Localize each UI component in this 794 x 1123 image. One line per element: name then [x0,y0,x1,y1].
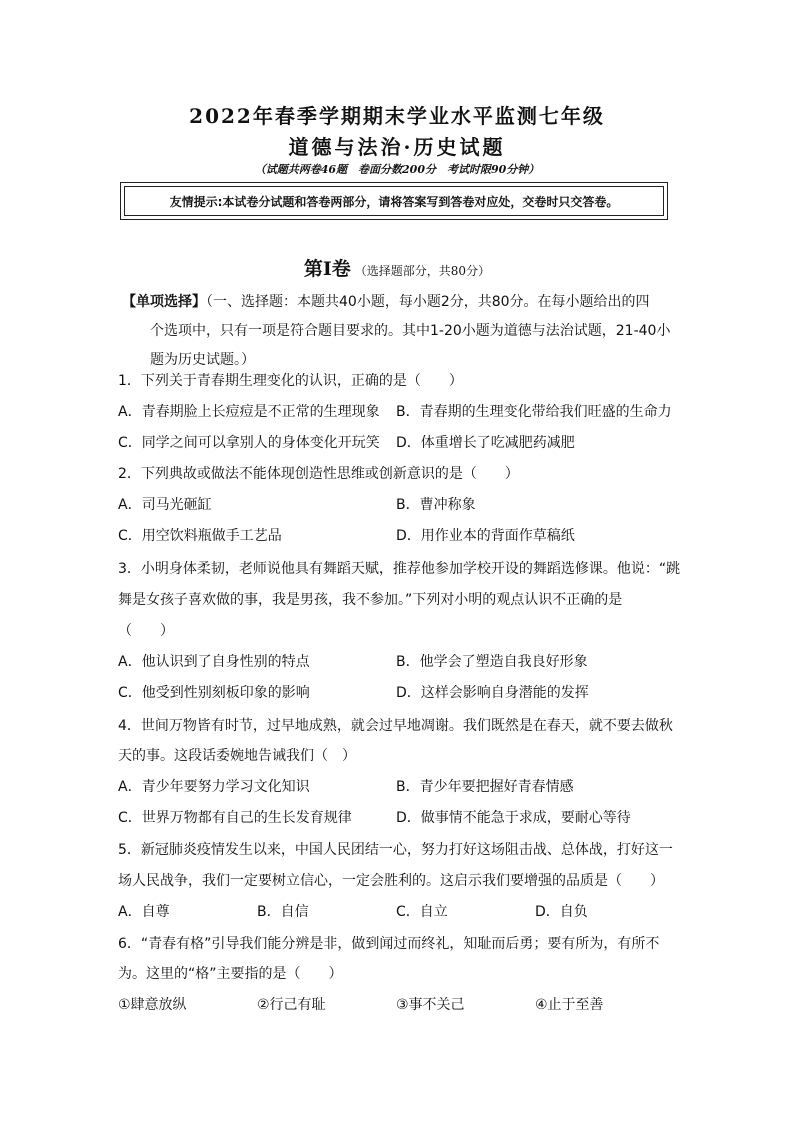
question-3-option-c: C．他受到性别刻板印象的影响 [118,685,310,701]
instruction-tag: 【单项选择】 [122,294,206,310]
question-1-stem: 1．下列关于青春期生理变化的认识，正确的是（ ） [118,373,463,389]
question-3-option-a: A．他认识到了自身性别的特点 [118,654,310,670]
question-4-option-b: B．青少年要把握好青春情感 [396,779,574,795]
question-2-option-b: B．曹冲称象 [396,497,476,513]
question-6-choice-3: ③事不关己 [396,997,465,1013]
question-5-option-c: C．自立 [396,904,448,920]
question-4-option-d: D．做事情不能急于求成，要耐心等待 [396,810,631,826]
question-6-stem-line-2: 为。这里的“格”主要指的是（ ） [118,966,343,982]
question-3-option-d: D．这样会影响自身潜能的发挥 [396,685,589,701]
question-1-option-d: D．体重增长了吃减肥药减肥 [396,435,575,451]
question-5-option-a: A．自尊 [118,904,170,920]
question-3-stem-line-2: 舞是女孩子喜欢做的事，我是男孩，我不参加。”下列对小明的观点认识不正确的是 [118,592,623,608]
question-3-stem-line-1: 3．小明身体柔韧，老师说他具有舞蹈天赋，推荐他参加学校开设的舞蹈选修课。他说：“跳 [118,561,681,577]
tip-text: 友情提示:本试卷分试题和答卷两部分，请将答案写到答卷对应处，交卷时只交答卷。 [124,186,664,216]
question-6-choice-1: ①肆意放纵 [118,997,187,1013]
question-1-option-b: B．青春期的生理变化带给我们旺盛的生命力 [396,404,672,420]
question-4-stem-line-2: 天的事。这段话委婉地告诫我们（ ） [118,748,356,764]
question-4-option-a: A．青少年要努力学习文化知识 [118,779,310,795]
question-5-option-d: D．自负 [535,904,588,920]
question-5-stem-line-2: 场人民战争，我们一定要树立信心，一定会胜利的。这启示我们要增强的品质是（ ） [118,873,664,889]
question-6-stem-line-1: 6．“青春有格”引导我们能分辨是非，做到闻过而终礼，知耻而后勇；要有所为，有所不 [118,936,660,952]
question-2-stem: 2．下列典故或做法不能体现创造性思维或创新意识的是（ ） [118,466,519,482]
exam-note: （试题共两卷46题 卷面分数200分 考试时限90分钟） [254,163,540,176]
exam-title: 2022年春季学期期末学业水平监测七年级 [189,104,605,128]
instruction-line-2: 个选项中，只有一项是符合题目要求的。其中1-20小题为道德与法治试题，21-40小 [150,323,671,339]
instruction-block [122,288,682,375]
question-5-option-b: B．自信 [257,904,309,920]
instruction-line-3: 题为历史试题。） [150,352,255,368]
question-3-stem-line-3: （ ） [118,623,174,639]
part-title: 第Ⅰ卷 [303,258,351,280]
question-2-option-d: D．用作业本的背面作草稿纸 [396,528,575,544]
exam-subtitle: 道德与法治·历史试题 [288,135,506,159]
question-4-stem-line-1: 4．世间万物皆有时节，过早地成熟，就会过早地凋谢。我们既然是在春天，就不要去做秋 [118,718,673,734]
question-1-option-c: C．同学之间可以拿别人的身体变化开玩笑 [118,435,380,451]
part-heading [0,254,794,281]
tip-box [120,182,668,220]
question-6-choice-2: ②行己有耻 [257,997,326,1013]
part-subtitle: （选择题部分，共80分） [354,264,491,278]
question-4-option-c: C．世界万物都有自己的生长发育规律 [118,810,352,826]
question-2-option-a: A．司马光砸缸 [118,497,212,513]
question-6-choice-4: ④止于至善 [535,997,604,1013]
question-2-option-c: C．用空饮料瓶做手工艺品 [118,528,282,544]
question-1-option-a: A．青春期脸上长痘痘是不正常的生理现象 [118,404,380,420]
instruction-line-1: （一、选择题：本题共40小题，每小题2分，共80分。在每小题给出的四 [206,294,650,310]
question-3-option-b: B．他学会了塑造自我良好形象 [396,654,588,670]
question-5-stem-line-1: 5．新冠肺炎疫情发生以来，中国人民团结一心，努力打好这场阻击战、总体战，打好这一 [118,842,673,858]
